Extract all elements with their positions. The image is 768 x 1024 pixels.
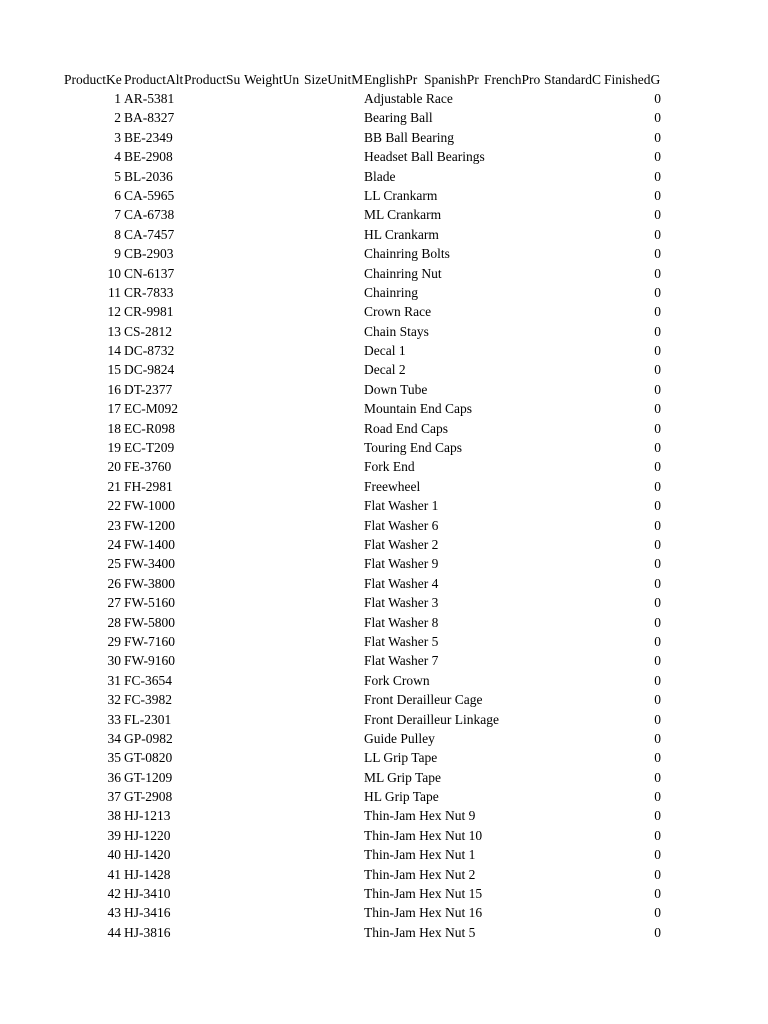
product-alternate-key-cell: BA-8327	[124, 110, 175, 126]
english-product-name-cell: Chain Stays	[364, 323, 429, 339]
finished-goods-flag-cell: 0	[654, 672, 661, 688]
product-key-cell: 41	[107, 866, 121, 882]
product-key-cell: 5	[114, 168, 121, 184]
product-alternate-key-cell: DC-9824	[124, 362, 175, 378]
product-key-cell: 10	[107, 265, 121, 281]
table-row	[0, 516, 768, 535]
product-alternate-key-cell: FW-1400	[124, 536, 176, 552]
product-alternate-key-cell: CR-7833	[124, 284, 174, 300]
english-product-name-cell: Chainring Nut	[364, 265, 442, 281]
product-key-cell: 3	[114, 129, 121, 145]
product-key-cell: 27	[107, 595, 121, 611]
finished-goods-flag-cell: 0	[654, 362, 661, 378]
table-row	[0, 613, 768, 632]
product-alternate-key-cell: FW-1200	[124, 517, 176, 533]
product-alternate-key-cell: CA-7457	[124, 226, 175, 242]
finished-goods-flag-cell: 0	[654, 381, 661, 397]
product-key-cell: 6	[114, 187, 121, 203]
finished-goods-flag-cell: 0	[654, 265, 661, 281]
english-product-name-cell: Thin-Jam Hex Nut 16	[364, 905, 483, 921]
english-product-name-cell: Front Derailleur Cage	[364, 692, 483, 708]
finished-goods-flag-cell: 0	[654, 420, 661, 436]
english-product-name-cell: Flat Washer 3	[364, 595, 439, 611]
finished-goods-flag-cell: 0	[654, 905, 661, 921]
english-product-name-cell: Front Derailleur Linkage	[364, 711, 499, 727]
product-alternate-key-cell: EC-R098	[124, 420, 176, 436]
table-row	[0, 419, 768, 438]
product-key-cell: 32	[107, 692, 121, 708]
product-key-cell: 4	[114, 149, 121, 165]
english-product-name-cell: Touring End Caps	[364, 440, 463, 456]
product-key-cell: 38	[107, 808, 121, 824]
table-row	[0, 690, 768, 709]
finished-goods-flag-cell: 0	[654, 517, 661, 533]
finished-goods-flag-cell: 0	[654, 110, 661, 126]
table-row	[0, 283, 768, 302]
product-key-cell: 43	[107, 905, 121, 921]
english-product-name-cell: Flat Washer 9	[364, 556, 439, 572]
product-key-cell: 12	[107, 304, 121, 320]
product-key-cell: 34	[107, 730, 121, 746]
english-product-name-cell: Headset Ball Bearings	[364, 149, 485, 165]
table-row	[0, 748, 768, 767]
table-row	[0, 186, 768, 205]
english-product-name-cell: Flat Washer 7	[364, 653, 439, 669]
product-key-cell: 42	[107, 886, 121, 902]
product-key-cell: 23	[107, 517, 121, 533]
product-key-cell: 35	[107, 750, 121, 766]
header-finished-goods-flag: FinishedG	[604, 72, 661, 87]
finished-goods-flag-cell: 0	[654, 789, 661, 805]
product-key-cell: 21	[107, 478, 121, 494]
finished-goods-flag-cell: 0	[654, 827, 661, 843]
product-key-cell: 40	[107, 847, 121, 863]
english-product-name-cell: Flat Washer 2	[364, 536, 439, 552]
product-alternate-key-cell: FW-9160	[124, 653, 176, 669]
product-key-cell: 15	[107, 362, 121, 378]
english-product-name-cell: Thin-Jam Hex Nut 2	[364, 866, 476, 882]
product-key-cell: 14	[107, 343, 121, 359]
english-product-name-cell: HL Crankarm	[364, 226, 439, 242]
header-french-product-name: FrenchPro	[484, 72, 541, 87]
product-key-cell: 19	[107, 440, 121, 456]
header-product-key: ProductKe	[64, 72, 122, 87]
finished-goods-flag-cell: 0	[654, 323, 661, 339]
product-key-cell: 18	[107, 420, 121, 436]
product-alternate-key-cell: CA-5965	[124, 187, 175, 203]
english-product-name-cell: ML Crankarm	[364, 207, 442, 223]
product-key-cell: 1	[114, 91, 121, 106]
table-row	[0, 341, 768, 360]
header-weight-unit: WeightUn	[244, 72, 300, 87]
table-row	[0, 477, 768, 496]
header-size-unit: SizeUnitM	[304, 72, 364, 87]
product-rows	[0, 89, 768, 942]
table-row	[0, 768, 768, 787]
product-alternate-key-cell: CS-2812	[124, 323, 173, 339]
product-alternate-key-cell: CA-6738	[124, 207, 175, 223]
table-row	[0, 554, 768, 573]
english-product-name-cell: Flat Washer 4	[364, 575, 439, 591]
product-key-cell: 13	[107, 323, 121, 339]
product-key-cell: 39	[107, 827, 121, 843]
table-row	[0, 457, 768, 476]
english-product-name-cell: Decal 1	[364, 343, 406, 359]
english-product-name-cell: Fork End	[364, 459, 415, 475]
table-row	[0, 865, 768, 884]
english-product-name-cell: Bearing Ball	[364, 110, 433, 126]
header-standard-cost: StandardC	[544, 72, 601, 87]
english-product-name-cell: LL Grip Tape	[364, 750, 438, 766]
english-product-name-cell: Freewheel	[364, 478, 421, 494]
product-alternate-key-cell: HJ-1420	[124, 847, 171, 863]
english-product-name-cell: Blade	[364, 168, 396, 184]
product-key-cell: 7	[114, 207, 121, 223]
table-row	[0, 710, 768, 729]
table-row	[0, 302, 768, 321]
product-key-cell: 33	[107, 711, 121, 727]
product-alternate-key-cell: GT-1209	[124, 769, 173, 785]
english-product-name-cell: Guide Pulley	[364, 730, 435, 746]
finished-goods-flag-cell: 0	[654, 711, 661, 727]
finished-goods-flag-cell: 0	[654, 304, 661, 320]
product-alternate-key-cell: FW-7160	[124, 633, 176, 649]
product-key-cell: 16	[107, 381, 121, 397]
table-row	[0, 128, 768, 147]
table-row	[0, 826, 768, 845]
finished-goods-flag-cell: 0	[654, 614, 661, 630]
product-alternate-key-cell: HJ-1213	[124, 808, 171, 824]
product-alternate-key-cell: BE-2349	[124, 129, 173, 145]
product-alternate-key-cell: DT-2377	[124, 381, 173, 397]
finished-goods-flag-cell: 0	[654, 556, 661, 572]
finished-goods-flag-cell: 0	[654, 808, 661, 824]
product-key-cell: 11	[108, 284, 121, 300]
product-alternate-key-cell: GT-0820	[124, 750, 173, 766]
product-key-cell: 28	[107, 614, 121, 630]
table-row	[0, 574, 768, 593]
table-row	[0, 923, 768, 942]
product-alternate-key-cell: DC-8732	[124, 343, 175, 359]
table-row	[0, 360, 768, 379]
product-alternate-key-cell: FC-3982	[124, 692, 173, 708]
product-alternate-key-cell: HJ-3410	[124, 886, 171, 902]
table-row	[0, 787, 768, 806]
table-row	[0, 89, 768, 108]
finished-goods-flag-cell: 0	[654, 246, 661, 262]
table-row	[0, 671, 768, 690]
english-product-name-cell: BB Ball Bearing	[364, 129, 454, 145]
english-product-name-cell: Adjustable Race	[364, 91, 453, 106]
finished-goods-flag-cell: 0	[654, 207, 661, 223]
product-alternate-key-cell: FW-1000	[124, 498, 176, 514]
product-alternate-key-cell: BL-2036	[124, 168, 173, 184]
table-row	[0, 380, 768, 399]
product-alternate-key-cell: HJ-3416	[124, 905, 171, 921]
table-row	[0, 225, 768, 244]
finished-goods-flag-cell: 0	[654, 633, 661, 649]
english-product-name-cell: Fork Crown	[364, 672, 430, 688]
product-alternate-key-cell: EC-M092	[124, 401, 178, 417]
english-product-name-cell: Chainring	[364, 284, 418, 300]
finished-goods-flag-cell: 0	[654, 401, 661, 417]
finished-goods-flag-cell: 0	[654, 440, 661, 456]
product-key-cell: 29	[107, 633, 121, 649]
finished-goods-flag-cell: 0	[654, 924, 661, 940]
product-alternate-key-cell: BE-2908	[124, 149, 173, 165]
product-key-cell: 44	[107, 924, 121, 940]
product-alternate-key-cell: FE-3760	[124, 459, 172, 475]
product-alternate-key-cell: AR-5381	[124, 91, 175, 106]
table-row	[0, 244, 768, 263]
finished-goods-flag-cell: 0	[654, 284, 661, 300]
product-alternate-key-cell: FH-2981	[124, 478, 173, 494]
product-key-cell: 2	[114, 110, 121, 126]
english-product-name-cell: Down Tube	[364, 381, 428, 397]
finished-goods-flag-cell: 0	[654, 595, 661, 611]
finished-goods-flag-cell: 0	[654, 692, 661, 708]
table-row	[0, 108, 768, 127]
product-key-cell: 26	[107, 575, 121, 591]
english-product-name-cell: Crown Race	[364, 304, 432, 320]
product-alternate-key-cell: FW-3400	[124, 556, 176, 572]
table-row	[0, 903, 768, 922]
table-row	[0, 205, 768, 224]
english-product-name-cell: Decal 2	[364, 362, 406, 378]
product-alternate-key-cell: HJ-3816	[124, 924, 171, 940]
product-alternate-key-cell: GT-2908	[124, 789, 173, 805]
product-alternate-key-cell: CB-2903	[124, 246, 174, 262]
english-product-name-cell: Flat Washer 8	[364, 614, 439, 630]
product-key-cell: 31	[107, 672, 121, 688]
english-product-name-cell: Thin-Jam Hex Nut 10	[364, 827, 483, 843]
english-product-name-cell: Flat Washer 6	[364, 517, 439, 533]
table-row	[0, 399, 768, 418]
english-product-name-cell: Thin-Jam Hex Nut 5	[364, 924, 476, 940]
finished-goods-flag-cell: 0	[654, 168, 661, 184]
table-row	[0, 264, 768, 283]
product-alternate-key-cell: HJ-1220	[124, 827, 171, 843]
product-alternate-key-cell: EC-T209	[124, 440, 175, 456]
english-product-name-cell: ML Grip Tape	[364, 769, 442, 785]
table-row	[0, 632, 768, 651]
product-key-cell: 17	[107, 401, 121, 417]
product-alternate-key-cell: FL-2301	[124, 711, 172, 727]
english-product-name-cell: Road End Caps	[364, 420, 448, 436]
table-row	[0, 884, 768, 903]
header-spanish-product-name: SpanishPr	[424, 72, 479, 87]
product-key-cell: 36	[107, 769, 121, 785]
english-product-name-cell: Thin-Jam Hex Nut 1	[364, 847, 476, 863]
table-row	[0, 167, 768, 186]
english-product-name-cell: LL Crankarm	[364, 187, 438, 203]
finished-goods-flag-cell: 0	[654, 575, 661, 591]
table-row	[0, 593, 768, 612]
product-key-cell: 9	[114, 246, 121, 262]
english-product-name-cell: Mountain End Caps	[364, 401, 472, 417]
product-key-cell: 20	[107, 459, 121, 475]
finished-goods-flag-cell: 0	[654, 478, 661, 494]
product-alternate-key-cell: FW-5800	[124, 614, 176, 630]
finished-goods-flag-cell: 0	[654, 187, 661, 203]
english-product-name-cell: Chainring Bolts	[364, 246, 450, 262]
product-alternate-key-cell: FW-5160	[124, 595, 176, 611]
finished-goods-flag-cell: 0	[654, 653, 661, 669]
finished-goods-flag-cell: 0	[654, 730, 661, 746]
product-key-cell: 22	[107, 498, 121, 514]
product-key-cell: 8	[114, 226, 121, 242]
finished-goods-flag-cell: 0	[654, 91, 661, 106]
product-key-cell: 37	[107, 789, 121, 805]
product-key-cell: 30	[107, 653, 121, 669]
english-product-name-cell: HL Grip Tape	[364, 789, 439, 805]
table-row	[0, 845, 768, 864]
product-alternate-key-cell: GP-0982	[124, 730, 173, 746]
finished-goods-flag-cell: 0	[654, 226, 661, 242]
table-row	[0, 147, 768, 166]
product-alternate-key-cell: CN-6137	[124, 265, 175, 281]
finished-goods-flag-cell: 0	[654, 866, 661, 882]
finished-goods-flag-cell: 0	[654, 536, 661, 552]
finished-goods-flag-cell: 0	[654, 459, 661, 475]
english-product-name-cell: Flat Washer 1	[364, 498, 439, 514]
finished-goods-flag-cell: 0	[654, 750, 661, 766]
table-row	[0, 806, 768, 825]
english-product-name-cell: Thin-Jam Hex Nut 15	[364, 886, 483, 902]
finished-goods-flag-cell: 0	[654, 343, 661, 359]
product-alternate-key-cell: HJ-1428	[124, 866, 171, 882]
table-row	[0, 729, 768, 748]
table-row	[0, 322, 768, 341]
product-key-cell: 25	[107, 556, 121, 572]
finished-goods-flag-cell: 0	[654, 149, 661, 165]
product-alternate-key-cell: FC-3654	[124, 672, 173, 688]
english-product-name-cell: Flat Washer 5	[364, 633, 439, 649]
table-row	[0, 496, 768, 515]
header-product-alternate-key: ProductAlt	[124, 72, 184, 87]
english-product-name-cell: Thin-Jam Hex Nut 9	[364, 808, 476, 824]
table-row	[0, 651, 768, 670]
finished-goods-flag-cell: 0	[654, 886, 661, 902]
header-english-product-name: EnglishPr	[364, 72, 418, 87]
product-key-cell: 24	[107, 536, 121, 552]
finished-goods-flag-cell: 0	[654, 498, 661, 514]
finished-goods-flag-cell: 0	[654, 769, 661, 785]
table-row	[0, 535, 768, 554]
finished-goods-flag-cell: 0	[654, 847, 661, 863]
header-product-subcategory: ProductSu	[184, 72, 241, 87]
product-alternate-key-cell: FW-3800	[124, 575, 176, 591]
table-row	[0, 438, 768, 457]
finished-goods-flag-cell: 0	[654, 129, 661, 145]
product-alternate-key-cell: CR-9981	[124, 304, 174, 320]
